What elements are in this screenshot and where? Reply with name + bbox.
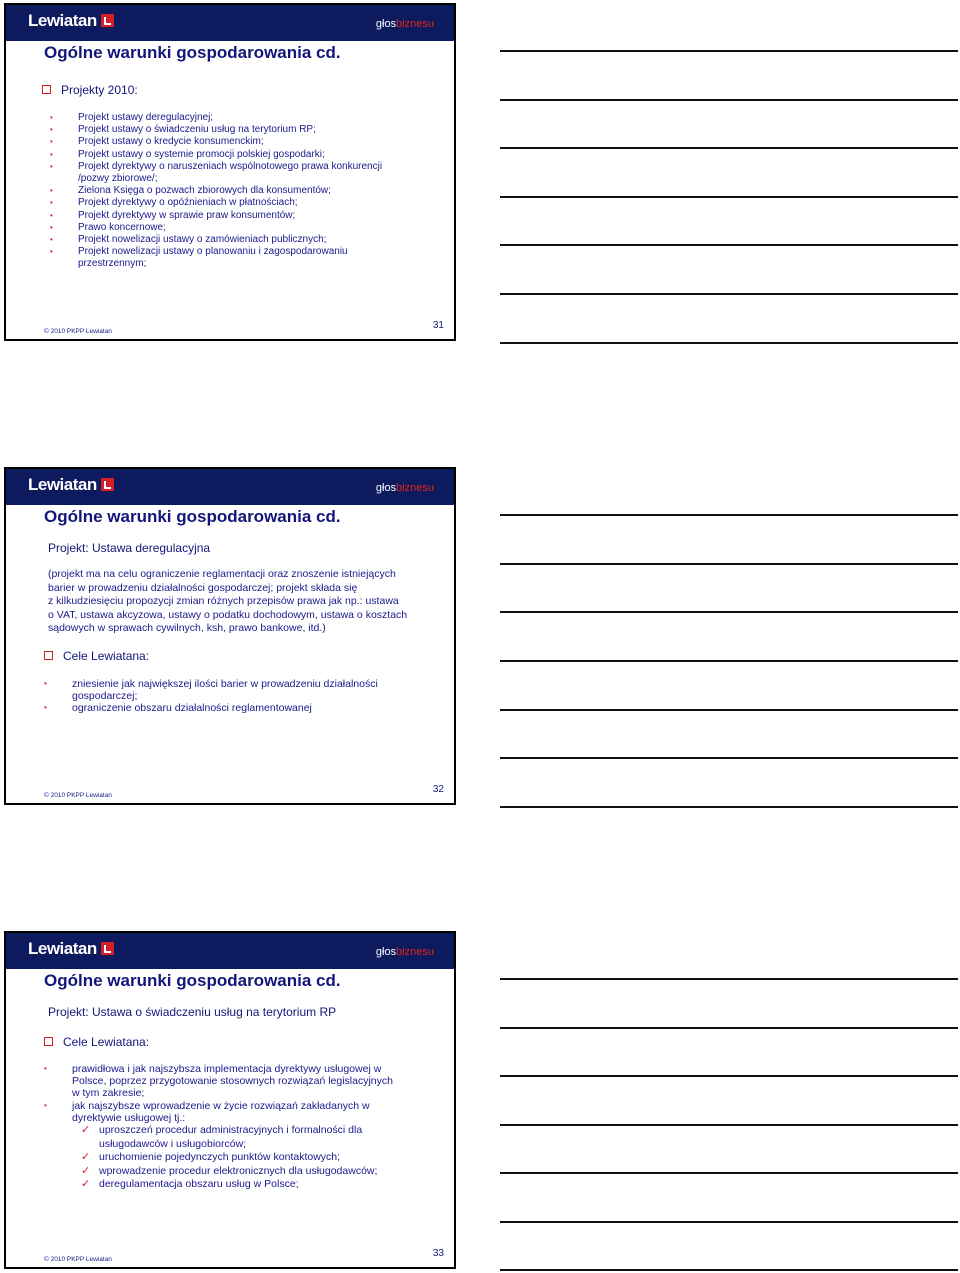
footer-copyright: © 2010 PKPP Lewiatan xyxy=(44,792,112,799)
note-line xyxy=(500,1221,958,1223)
note-line xyxy=(500,293,958,295)
section-heading: Projekty 2010: xyxy=(42,83,138,97)
glos-biznesu-logo: głosbiznesu xyxy=(375,18,434,30)
slide-title: Ogólne warunki gospodarowania cd. xyxy=(44,507,341,526)
list-item: • ograniczenie obszaru działalności reglamentowanej xyxy=(44,702,312,715)
checklist-item: ✓ wprowadzenie procedur elektronicznych dla usługodawców; xyxy=(81,1164,378,1177)
checkmark-icon: ✓ xyxy=(81,1124,91,1136)
list-item: • Projekt dyrektywy o opóźnieniach w płatnościach; xyxy=(50,197,298,209)
note-line xyxy=(500,978,958,980)
footer-copyright: © 2010 PKPP Lewiatan xyxy=(44,328,112,335)
list-item: • Projekt ustawy o kredycie konsumenckim; xyxy=(50,136,264,148)
lewiatan-logo: Lewiatan xyxy=(28,11,114,31)
list-item: • Projekt ustawy o systemie promocji polskiej gospodarki; xyxy=(50,148,325,160)
note-line xyxy=(500,1172,958,1174)
project-subtitle: Projekt: Ustawa o świadczeniu usług na terytorium RP xyxy=(48,1005,337,1019)
list-item: • Projekt nowelizacji ustawy o zamówieniach publicznych; xyxy=(50,234,327,246)
lewiatan-logo-icon xyxy=(101,942,114,955)
checklist-item-continuation: usługodawców i usługobiorców; xyxy=(99,1137,247,1150)
page-number: 31 xyxy=(432,320,444,331)
list-item: • Projekt ustawy deregulacyjnej; xyxy=(50,112,214,123)
slide-31 xyxy=(4,3,456,341)
list-item-continuation: dyrektywie usługowej tj.: xyxy=(72,1111,186,1124)
bullet-icon: • xyxy=(44,1100,47,1110)
note-line xyxy=(500,244,958,246)
project-description: (projekt ma na celu ograniczenie reglamentacji oraz znoszenie istniejących barier w prowadzeniu działalności gospodarczej; projekt składa się z kilkudziesięciu propozycji zmian różnych przepisów prawa jak np.: ustawa o VAT, ustawa akcyzowa, ustawy o podatku dochodowym, ustawa o kosztach sądowych w sprawach cywilnych, ksh, prawo bankowe, itd.) xyxy=(48,568,408,635)
list-item-continuation: /pozwy zbiorowe/; xyxy=(78,173,158,185)
list-item-continuation: Polsce, poprzez przygotowanie stosownych rozwiązań legislacyjnych xyxy=(72,1075,393,1088)
note-line xyxy=(500,1269,958,1271)
list-item: • Prawo koncernowe; xyxy=(50,221,166,233)
slide-33 xyxy=(4,931,456,1269)
slide-title: Ogólne warunki gospodarowania cd. xyxy=(44,43,341,62)
list-item: • jak najszybsze wprowadzenie w życie rozwiązań zakładanych w xyxy=(44,1099,370,1112)
glos-biznesu-logo: głosbiznesu xyxy=(375,946,434,958)
slide-32 xyxy=(4,467,456,805)
checklist-item: ✓ deregulamentacja obszaru usług w Polsce; xyxy=(81,1178,299,1191)
list-item: • Projekt nowelizacji ustawy o planowaniu i zagospodarowaniu xyxy=(50,246,348,258)
bullet-icon: • xyxy=(44,703,47,713)
note-line xyxy=(500,196,958,198)
note-line xyxy=(500,660,958,662)
note-line xyxy=(500,563,958,565)
note-line xyxy=(500,1124,958,1126)
project-subtitle: Projekt: Ustawa deregulacyjna xyxy=(48,541,211,555)
note-line xyxy=(500,1027,958,1029)
list-item: • zniesienie jak największej ilości barier w prowadzeniu działalności xyxy=(44,678,378,690)
note-line xyxy=(500,50,958,52)
checkbox-bullet-icon xyxy=(44,651,53,660)
goals-list xyxy=(44,1063,393,1124)
bullet-icon: • xyxy=(50,149,53,159)
list-item-continuation: w tym zakresie; xyxy=(72,1087,145,1100)
checkmark-icon: ✓ xyxy=(81,1178,91,1191)
list-item: • Projekt dyrektywy o naruszeniach wspólnotowego prawa konkurencji xyxy=(50,160,383,172)
page-number: 32 xyxy=(432,784,444,795)
checklist-item: ✓ uproszczeń procedur administracyjnych i formalności dla xyxy=(81,1124,363,1136)
lewiatan-logo-icon xyxy=(101,478,114,491)
bullet-icon: • xyxy=(50,222,53,232)
bullet-icon: • xyxy=(50,247,53,257)
bullet-icon: • xyxy=(50,235,53,245)
list-item: • Projekt dyrektywy w sprawie praw konsumentów; xyxy=(50,209,296,221)
note-line xyxy=(500,514,958,516)
note-line xyxy=(500,757,958,759)
checkmark-icon: ✓ xyxy=(81,1164,91,1177)
lewiatan-logo-icon xyxy=(101,14,114,27)
page-number: 33 xyxy=(432,1248,444,1259)
note-line xyxy=(500,709,958,711)
header-bar xyxy=(6,933,454,969)
note-line xyxy=(500,99,958,101)
note-line xyxy=(500,147,958,149)
list-item: • Zielona Księga o pozwach zbiorowych dla konsumentów; xyxy=(50,185,331,197)
goals-heading: Cele Lewiatana: xyxy=(44,649,149,663)
goals-list xyxy=(44,678,378,715)
checklist xyxy=(81,1124,378,1192)
checklist-item: ✓ uruchomienie pojedynczych punktów kontaktowych; xyxy=(81,1151,341,1164)
note-line xyxy=(500,806,958,808)
bullet-icon: • xyxy=(50,113,53,122)
projects-list xyxy=(50,112,383,271)
header-bar xyxy=(6,5,454,41)
footer-copyright: © 2010 PKPP Lewiatan xyxy=(44,1256,112,1263)
list-item-continuation: gospodarczej; xyxy=(72,690,138,703)
lewiatan-logo: Lewiatan xyxy=(28,475,114,495)
checkmark-icon: ✓ xyxy=(81,1151,91,1164)
bullet-icon: • xyxy=(50,125,53,135)
checkbox-bullet-icon xyxy=(44,1037,53,1046)
bullet-icon: • xyxy=(50,161,53,171)
bullet-icon: • xyxy=(50,198,53,208)
bullet-icon: • xyxy=(44,679,47,688)
note-line xyxy=(500,611,958,613)
bullet-icon: • xyxy=(50,210,53,220)
slide-title: Ogólne warunki gospodarowania cd. xyxy=(44,971,341,990)
note-line xyxy=(500,1075,958,1077)
list-item: • prawidłowa i jak najszybsza implementacja dyrektywy usługowej w xyxy=(44,1063,382,1075)
lewiatan-logo: Lewiatan xyxy=(28,939,114,959)
header-bar xyxy=(6,469,454,505)
note-line xyxy=(500,342,958,344)
list-item-continuation: przestrzennym; xyxy=(78,258,147,270)
checkbox-bullet-icon xyxy=(42,85,51,94)
bullet-icon: • xyxy=(50,137,53,147)
goals-heading: Cele Lewiatana: xyxy=(44,1035,149,1049)
list-item: • Projekt ustawy o świadczeniu usług na terytorium RP; xyxy=(50,124,316,136)
bullet-icon: • xyxy=(50,186,53,196)
glos-biznesu-logo: głosbiznesu xyxy=(375,482,434,494)
bullet-icon: • xyxy=(44,1064,47,1073)
